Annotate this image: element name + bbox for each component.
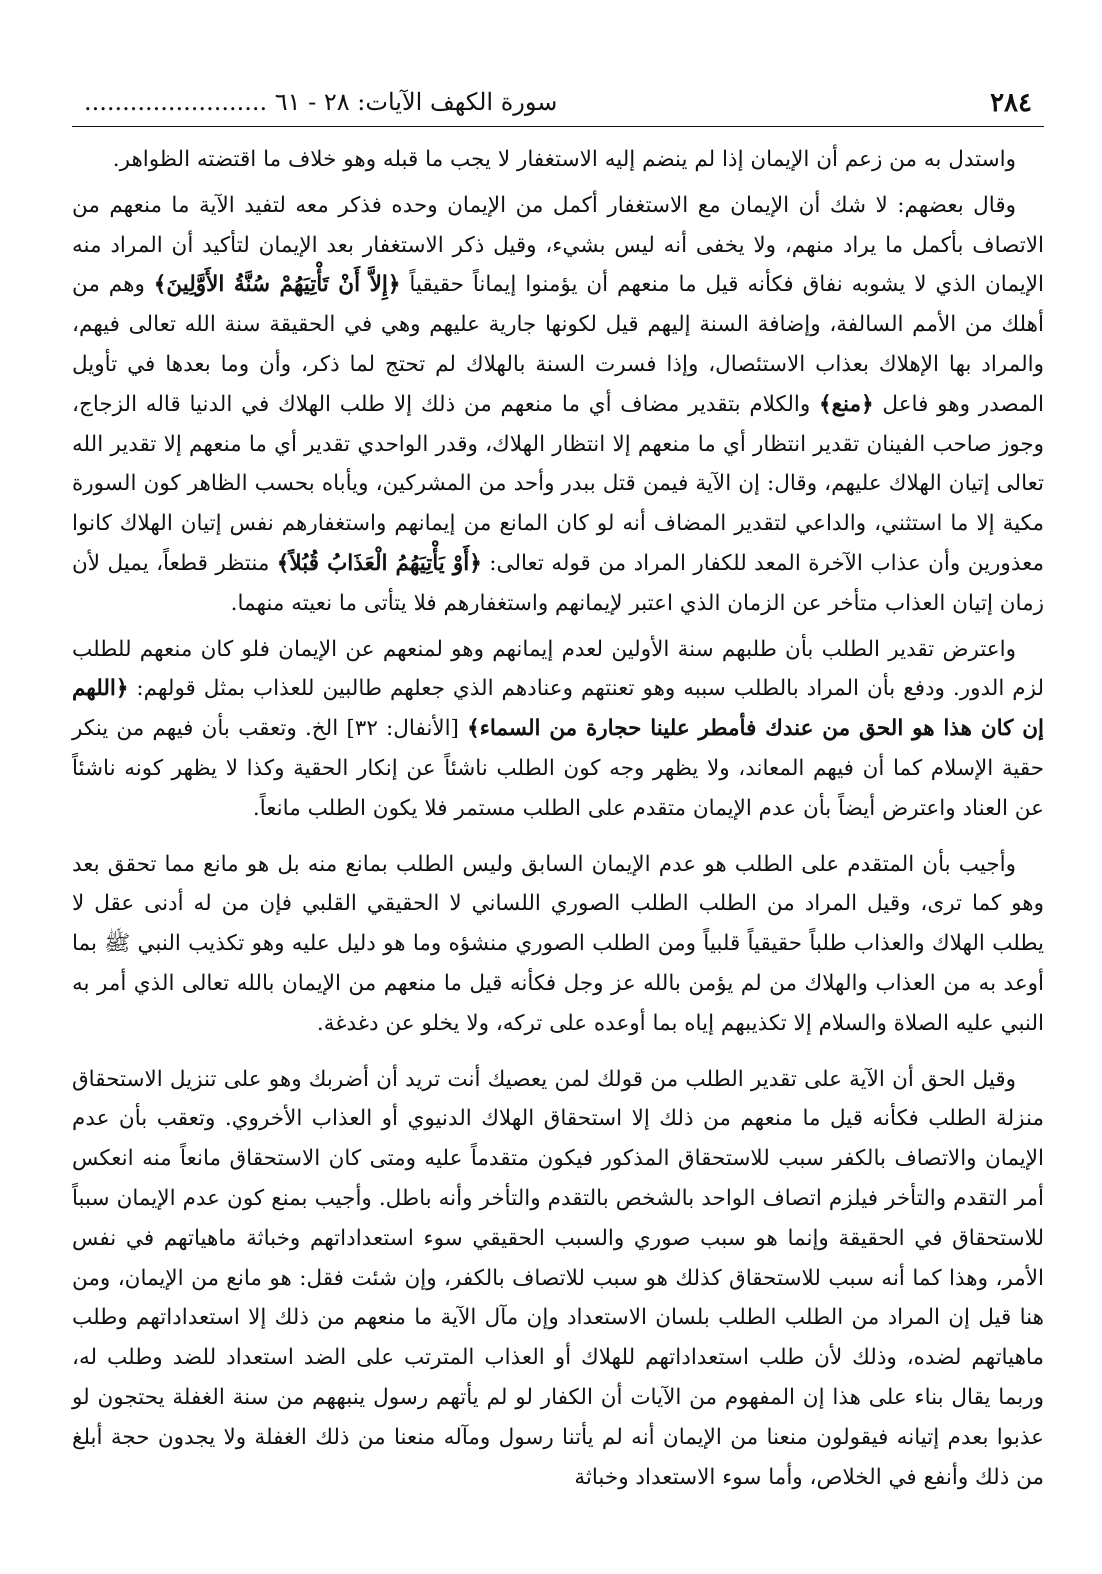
paragraph-text: وأجيب بأن المتقدم على الطلب هو عدم الإيمان السابق وليس الطلب بمانع منه بل هو مانع مما تحقق بعد وهو كما ترى، وقيل المراد من الطلب الطلب الصوري اللساني لا الحقيقي القلبي فإن من له أدنى عقل لا يطلب الهلاك والعذاب طلباً حقيقياً قلبياً ومن الطلب الصوري منشؤه وما هو دليل عليه وهو تكذيب النبي ﷺ بما أوعد به من العذاب والهلاك من لم يؤمن بالله عز وجل فكأنه قيل ما منعهم من الإيمان بالله تعالى الذي أمر به النبي عليه الصلاة والسلام إلا تكذيبهم إياه بما أوعده على تركه، ولا يخلو عن دغدغة.	[72, 851, 1044, 1036]
paragraph-4	[72, 845, 1044, 1044]
paragraph-text: وقال بعضهم: لا شك أن الإيمان مع الاستغفار أكمل من الإيمان وحده فذكر معه لتفيد الآية ما منعهم من الاتصاف بأكمل ما يراد منهم، ولا يخفى أنه ليس بشيء، وقيل ذكر الاستغفار بعد الإيمان لتأكيد أن المراد منه الإيمان الذي لا يشوبه نفاق فكأنه قيل ما منعهم أن يؤمنوا إيماناً حقيقياً	[72, 192, 1044, 298]
paragraph-text: والكلام بتقدير مضاف أي ما منعهم من ذلك إلا طلب الهلاك في الدنيا قاله الزجاج، وجوز صاحب الفينان تقدير انتظار أي ما منعهم إلا انتظار الهلاك، وقدر الواحدي تقدير أي ما منعهم إلا تقدير الله تعالى إتيان الهلاك عليهم، وقال: إن الآية فيمن قتل ببدر وأحد من المشركين، ويأباه بحسب الظاهر كون السورة مكية إلا ما استثني، والداعي لتقدير المضاف أنه لو كان المانع من إيمانهم واستغفارهم نفس إتيان الهلاك كانوا معذورين وأن عذاب الآخرة المعد للكفار المراد من قوله تعالى:	[72, 391, 1044, 576]
paragraph-1	[72, 140, 1044, 180]
page-body	[72, 140, 1044, 1503]
page-number: ٢٨٤	[990, 88, 1032, 118]
paragraph-5	[72, 1060, 1044, 1498]
paragraph-text: وهم من أهلك من الأمم السالفة، وإضافة السنة إليهم قيل لكونها جارية عليهم وهي في الحقيقة سنة الله تعالى فيهم، والمراد بها الإهلاك بعذاب الاستئصال، وإذا فسرت السنة بالهلاك لم تحتج لما ذكر، وأن وما بعدها في تأويل المصدر وهو فاعل	[72, 272, 1045, 417]
quran-quote: ﴿منع﴾	[819, 391, 874, 417]
paragraph-2	[72, 186, 1044, 624]
running-title: سورة الكهف الآيات: ٢٨ - ٦١ ........................	[84, 88, 558, 116]
paragraph-text: منتظر قطعاً، يميل لأن زمان إتيان العذاب متأخر عن الزمان الذي اعتبر لإيمانهم واستغفارهم فلا يتأتى ما نعيته منهما.	[72, 550, 1044, 616]
quran-quote: ﴿اللهم إن كان هذا هو الحق من عندك فأمطر علينا حجارة من السماء﴾	[72, 676, 1044, 742]
paragraph-text: [الأنفال: ٣٢] الخ. وتعقب بأن فيهم من ينكر حقية الإسلام كما أن فيهم المعاند، ولا يظهر وجه كون الطلب ناشئاً عن إنكار الحقية وكذا لا يظهر كونه ناشئاً عن العناد واعترض أيضاً بأن عدم الإيمان متقدم على الطلب مستمر فلا يكون الطلب مانعاً.	[72, 716, 1044, 821]
paragraph-text: وقيل الحق أن الآية على تقدير الطلب من قولك لمن يعصيك أنت تريد أن أضربك وهو على تنزيل الاستحقاق منزلة الطلب فكأنه قيل ما منعهم من ذلك إلا استحقاق الهلاك الدنيوي أو العذاب الأخروي. وتعقب بأن عدم الإيمان والاتصاف بالكفر سبب للاستحقاق المذكور فيكون متقدماً عليه ومتى كان الاستحقاق مانعاً منه انعكس أمر التقدم والتأخر فيلزم اتصاف الواحد بالشخص بالتقدم والتأخر وأنه باطل. وأجيب بمنع كون عدم الإيمان سبباً للاستحقاق في الحقيقة وإنما هو سبب صوري والسبب الحقيقي سوء استعداداتهم وخباثة ماهياتهم في نفس الأمر، وهذا كما أنه سبب للاستحقاق كذلك هو سبب للاتصاف بالكفر، وإن شئت فقل: هو مانع من الإيمان، ومن هنا قيل إن المراد من الطلب الطلب بلسان الاستعداد وإن مآل الآية ما منعهم من ذلك إلا استعداداتهم وطلب ماهياتهم لضده، وذلك لأن طلب استعداداتهم للهلاك أو العذاب المترتب على الضد استعداد للضد وطلب له، وربما يقال بناء على هذا إن المفهوم من الآيات أن الكفار لو لم يأتهم رسول ينبههم من سنة الغفلة يحتجون لو عذبوا بعدم إتيانه فيقولون منعنا من الإيمان أنه لم يأتنا رسول ومآله منعنا من ذلك الغفلة ولا يجدون حجة أبلغ من ذلك وأنفع في الخلاص، وأما سوء الاستعداد وخباثة	[72, 1066, 1044, 1490]
quran-quote: ﴿إِلاَّ أَنْ تَأْتِيَهُمْ سُنَّةُ الأَوَّلِينَ﴾	[153, 272, 401, 298]
paragraph-text: واعترض تقدير الطلب بأن طلبهم سنة الأولين لعدم إيمانهم وهو لمنعهم عن الإيمان فلو كان منعهم للطلب لزم الدور. ودفع بأن المراد بالطلب سببه وهو تعنتهم وعنادهم الذي جعلهم طالبين للعذاب بمثل قولهم:	[72, 636, 1044, 702]
quran-quote: ﴿أَوْ يَأْتِيَهُمُ الْعَذَابُ قُبُلاً﴾	[276, 550, 482, 576]
paragraph-text: واستدل به من زعم أن الإيمان إذا لم ينضم إليه الاستغفار لا يجب ما قبله وهو خلاف ما اقتضته الظواهر.	[112, 147, 1016, 172]
paragraph-3	[72, 630, 1044, 829]
page-header	[72, 82, 1044, 127]
